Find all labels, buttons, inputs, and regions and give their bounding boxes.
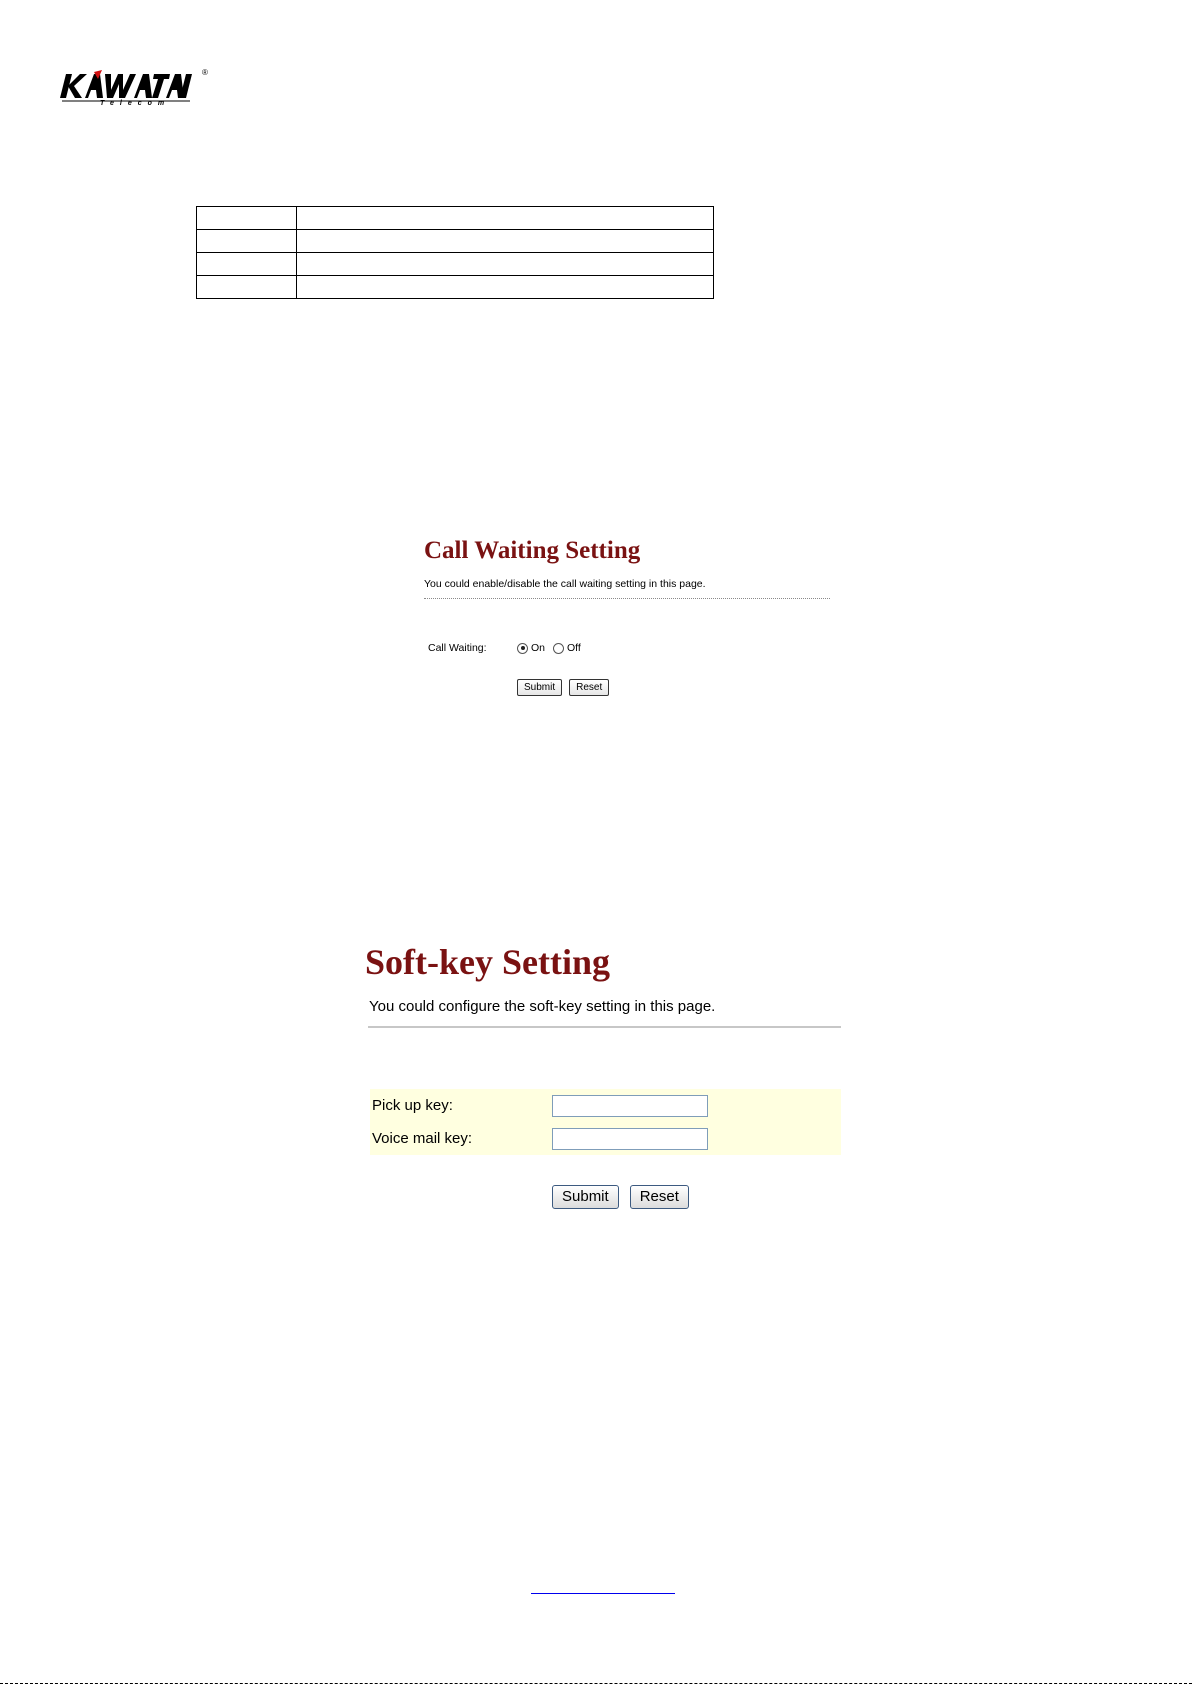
empty-table [196,206,714,299]
table-cell [197,207,297,230]
soft-key-title: Soft-key Setting [365,942,610,982]
call-waiting-panel [424,536,830,693]
soft-key-buttons [552,1185,700,1209]
table-cell [297,230,714,253]
radio-off-label: Off [567,642,581,654]
call-waiting-row [428,642,589,654]
table-cell [197,253,297,276]
soft-key-submit-button[interactable]: Submit [552,1185,619,1209]
table-cell [297,207,714,230]
logo-sub-text: Telecom [100,100,171,107]
call-waiting-reset-button[interactable]: Reset [569,679,609,696]
divider [424,598,830,599]
radio-off-circle[interactable] [553,643,564,654]
divider [368,1026,841,1028]
radio-off[interactable] [553,642,581,654]
soft-key-form [370,1089,841,1155]
table-cell [197,230,297,253]
pick-up-key-row [370,1089,841,1122]
table-cell [297,276,714,299]
soft-key-description: You could configure the soft-key setting in this page. [369,998,716,1015]
voice-mail-key-input[interactable] [552,1128,708,1150]
voice-mail-key-row [370,1122,841,1155]
call-waiting-buttons [517,679,616,696]
radio-on-circle[interactable] [517,643,528,654]
table-cell [297,253,714,276]
pick-up-key-input[interactable] [552,1095,708,1117]
table-row [197,253,714,276]
call-waiting-submit-button[interactable]: Submit [517,679,562,696]
pick-up-key-label: Pick up key: [372,1097,453,1114]
footer-link[interactable] [531,1577,675,1594]
soft-key-reset-button[interactable]: Reset [630,1185,689,1209]
registered-mark: ® [202,68,208,77]
table-row [197,207,714,230]
kawata-logo [58,70,208,110]
radio-on[interactable] [517,642,545,654]
call-waiting-title: Call Waiting Setting [424,537,641,564]
call-waiting-description: You could enable/disable the call waiting setting in this page. [424,578,706,590]
table-cell [197,276,297,299]
radio-on-label: On [531,642,546,654]
voice-mail-key-label: Voice mail key: [372,1130,473,1147]
table-row [197,276,714,299]
page-bottom-rule [0,1683,1192,1684]
call-waiting-label: Call Waiting: [428,642,487,654]
soft-key-panel [365,940,841,1205]
table-row [197,230,714,253]
